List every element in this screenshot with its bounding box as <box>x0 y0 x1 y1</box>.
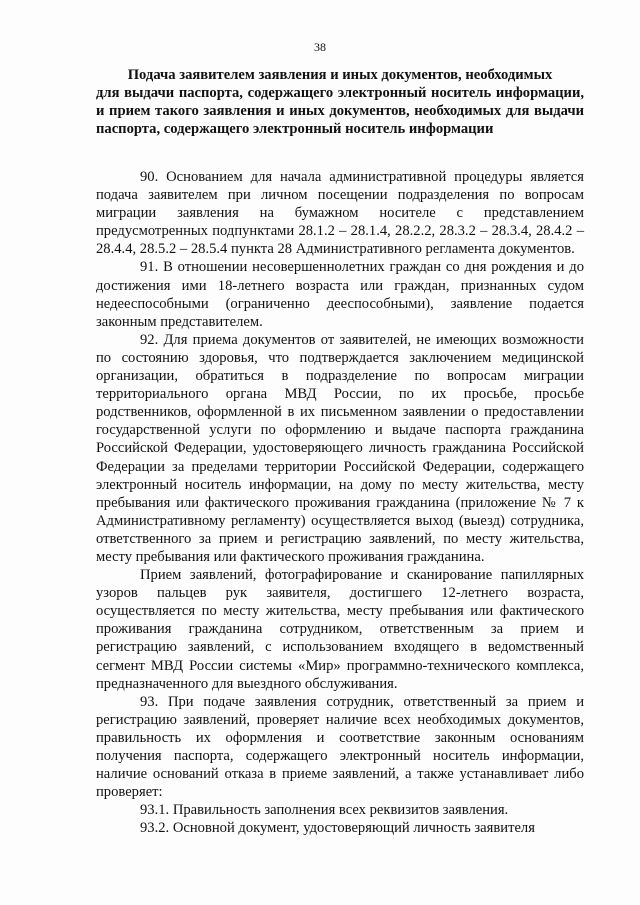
paragraph-93-2: 93.2. Основной документ, удостоверяющий личность заявителя <box>140 820 535 837</box>
section-heading-rest: для выдачи паспорта, содержащего электронный носитель информации, и прием такого заявления и иных документов, необходимых для выдачи паспорта, содержащего электронный носитель информации <box>96 85 584 137</box>
paragraph-90: 90. Основанием для начала административной процедуры является подача заявителем при личном посещении подразделения по вопросам миграции заявления на бумажном носителе с представлением предусмотренных подпунктами 28.1.2 – 28.1.4, 28.2.2, 28.3.2 – 28.3.4, 28.4.2 – 28.4.4, 28.5.2 – 28.5.4 пункта 28 Административного регламента документов. <box>96 169 584 258</box>
paragraph-91: 91. В отношении несовершеннолетних граждан со дня рождения и до достижения ими 18-летнего возраста или граждан, признанных судом недееспособными (ограниченно дееспособными), заявление подается законным представителем. <box>96 259 584 330</box>
paragraph-93-1: 93.1. Правильность заполнения всех реквизитов заявления. <box>140 802 509 819</box>
page-number: 38 <box>314 40 326 54</box>
paragraph-92-continued: Прием заявлений, фотографирование и сканирование папиллярных узоров пальцев рук заявителя, достигшего 12-летнего возраста, осуществляется по месту жительства, месту пребывания или фактического проживания гражданина сотрудником, ответственным за прием и регистрацию заявлений, с использованием входящего в ведомственный сегмент МВД России системы «Мир» программно-технического комплекса, предназначенного для выездного обслуживания. <box>96 567 584 692</box>
document-body <box>96 168 584 837</box>
paragraph-92: 92. Для приема документов от заявителей, не имеющих возможности по состоянию здоровья, что подтверждается заключением медицинской организации, обратиться в подразделение по вопросам миграции территориального органа МВД России, по их просьбе, просьбе родственников, оформленной в их письменном заявлении о предоставлении государственной услуги по оформлению и выдаче паспорта гражданина Российской Федерации, удостоверяющего личность гражданина Российской Федерации за пределами территории Российской Федерации, содержащего электронный носитель информации, на дому по месту жительства, месту пребывания или фактического проживания гражданина (приложение № 7 к Административному регламенту) осуществляется выход (выезд) сотрудника, ответственного за прием и регистрацию заявлений, по месту жительства, месту пребывания или фактического проживания гражданина. <box>96 331 584 565</box>
section-heading-line1: Подача заявителем заявления и иных документов, необходимых <box>127 67 553 83</box>
section-heading <box>96 66 584 138</box>
paragraph-93: 93. При подаче заявления сотрудник, ответственный за прием и регистрацию заявлений, проверяет наличие всех необходимых документов, правильность их оформления и соответствие законным основаниям получения паспорта, содержащего электронный носитель информации, наличие оснований отказа в приеме заявлений, а также устанавливает либо проверяет: <box>96 693 584 801</box>
